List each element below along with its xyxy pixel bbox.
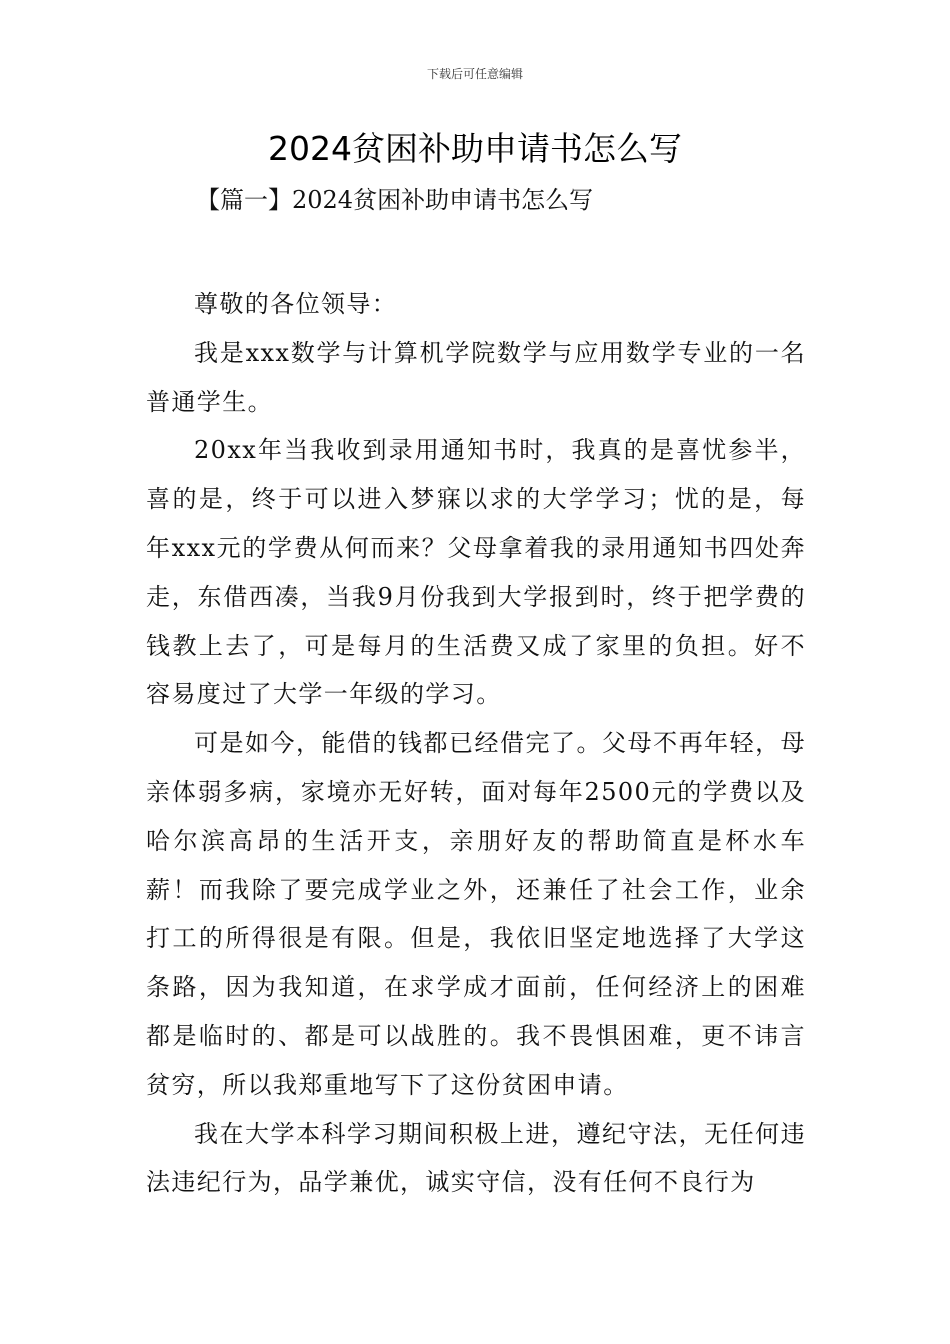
body-paragraph: 我在大学本科学习期间积极上进，遵纪守法，无任何违法违纪行为，品学兼优，诚实守信，没有任何不良行为 [146, 1119, 806, 1197]
body-paragraph: 20xx年当我收到录用通知书时，我真的是喜忧参半，喜的是，终于可以进入梦寐以求的大学学习；忧的是，每年xxx元的学费从何而来？父母拿着我的录用通知书四处奔走，东借西凑，当我9月份我到大学报到时，终于把学费的钱教上去了，可是每月的生活费又成了家里的负担。好不容易度过了大学一年级的学习。 [146, 436, 806, 709]
body-paragraph: 我是xxx数学与计算机学院数学与应用数学专业的一名普通学生。 [146, 338, 806, 416]
body-paragraph: 可是如今，能借的钱都已经借完了。父母不再年轻，母亲体弱多病，家境亦无好转，面对每年2500元的学费以及哈尔滨高昂的生活开支，亲朋好友的帮助简直是杯水车薪！而我除了要完成学业之外，还兼任了社会工作，业余打工的所得很是有限。但是，我依旧坚定地选择了大学这条路，因为我知道，在求学成才面前，任何经济上的困难都是临时的、都是可以战胜的。我不畏惧困难，更不讳言贫穷，所以我郑重地写下了这份贫困申请。 [146, 729, 806, 1099]
header-note: 下载后可任意编辑 [426, 67, 523, 81]
salutation-paragraph: 尊敬的各位领导： [194, 290, 398, 318]
document-body [146, 280, 806, 1207]
section-heading: 【篇一】2024贫困补助申请书怎么写 [196, 186, 594, 214]
document-title: 2024贫困补助申请书怎么写 [268, 129, 682, 168]
